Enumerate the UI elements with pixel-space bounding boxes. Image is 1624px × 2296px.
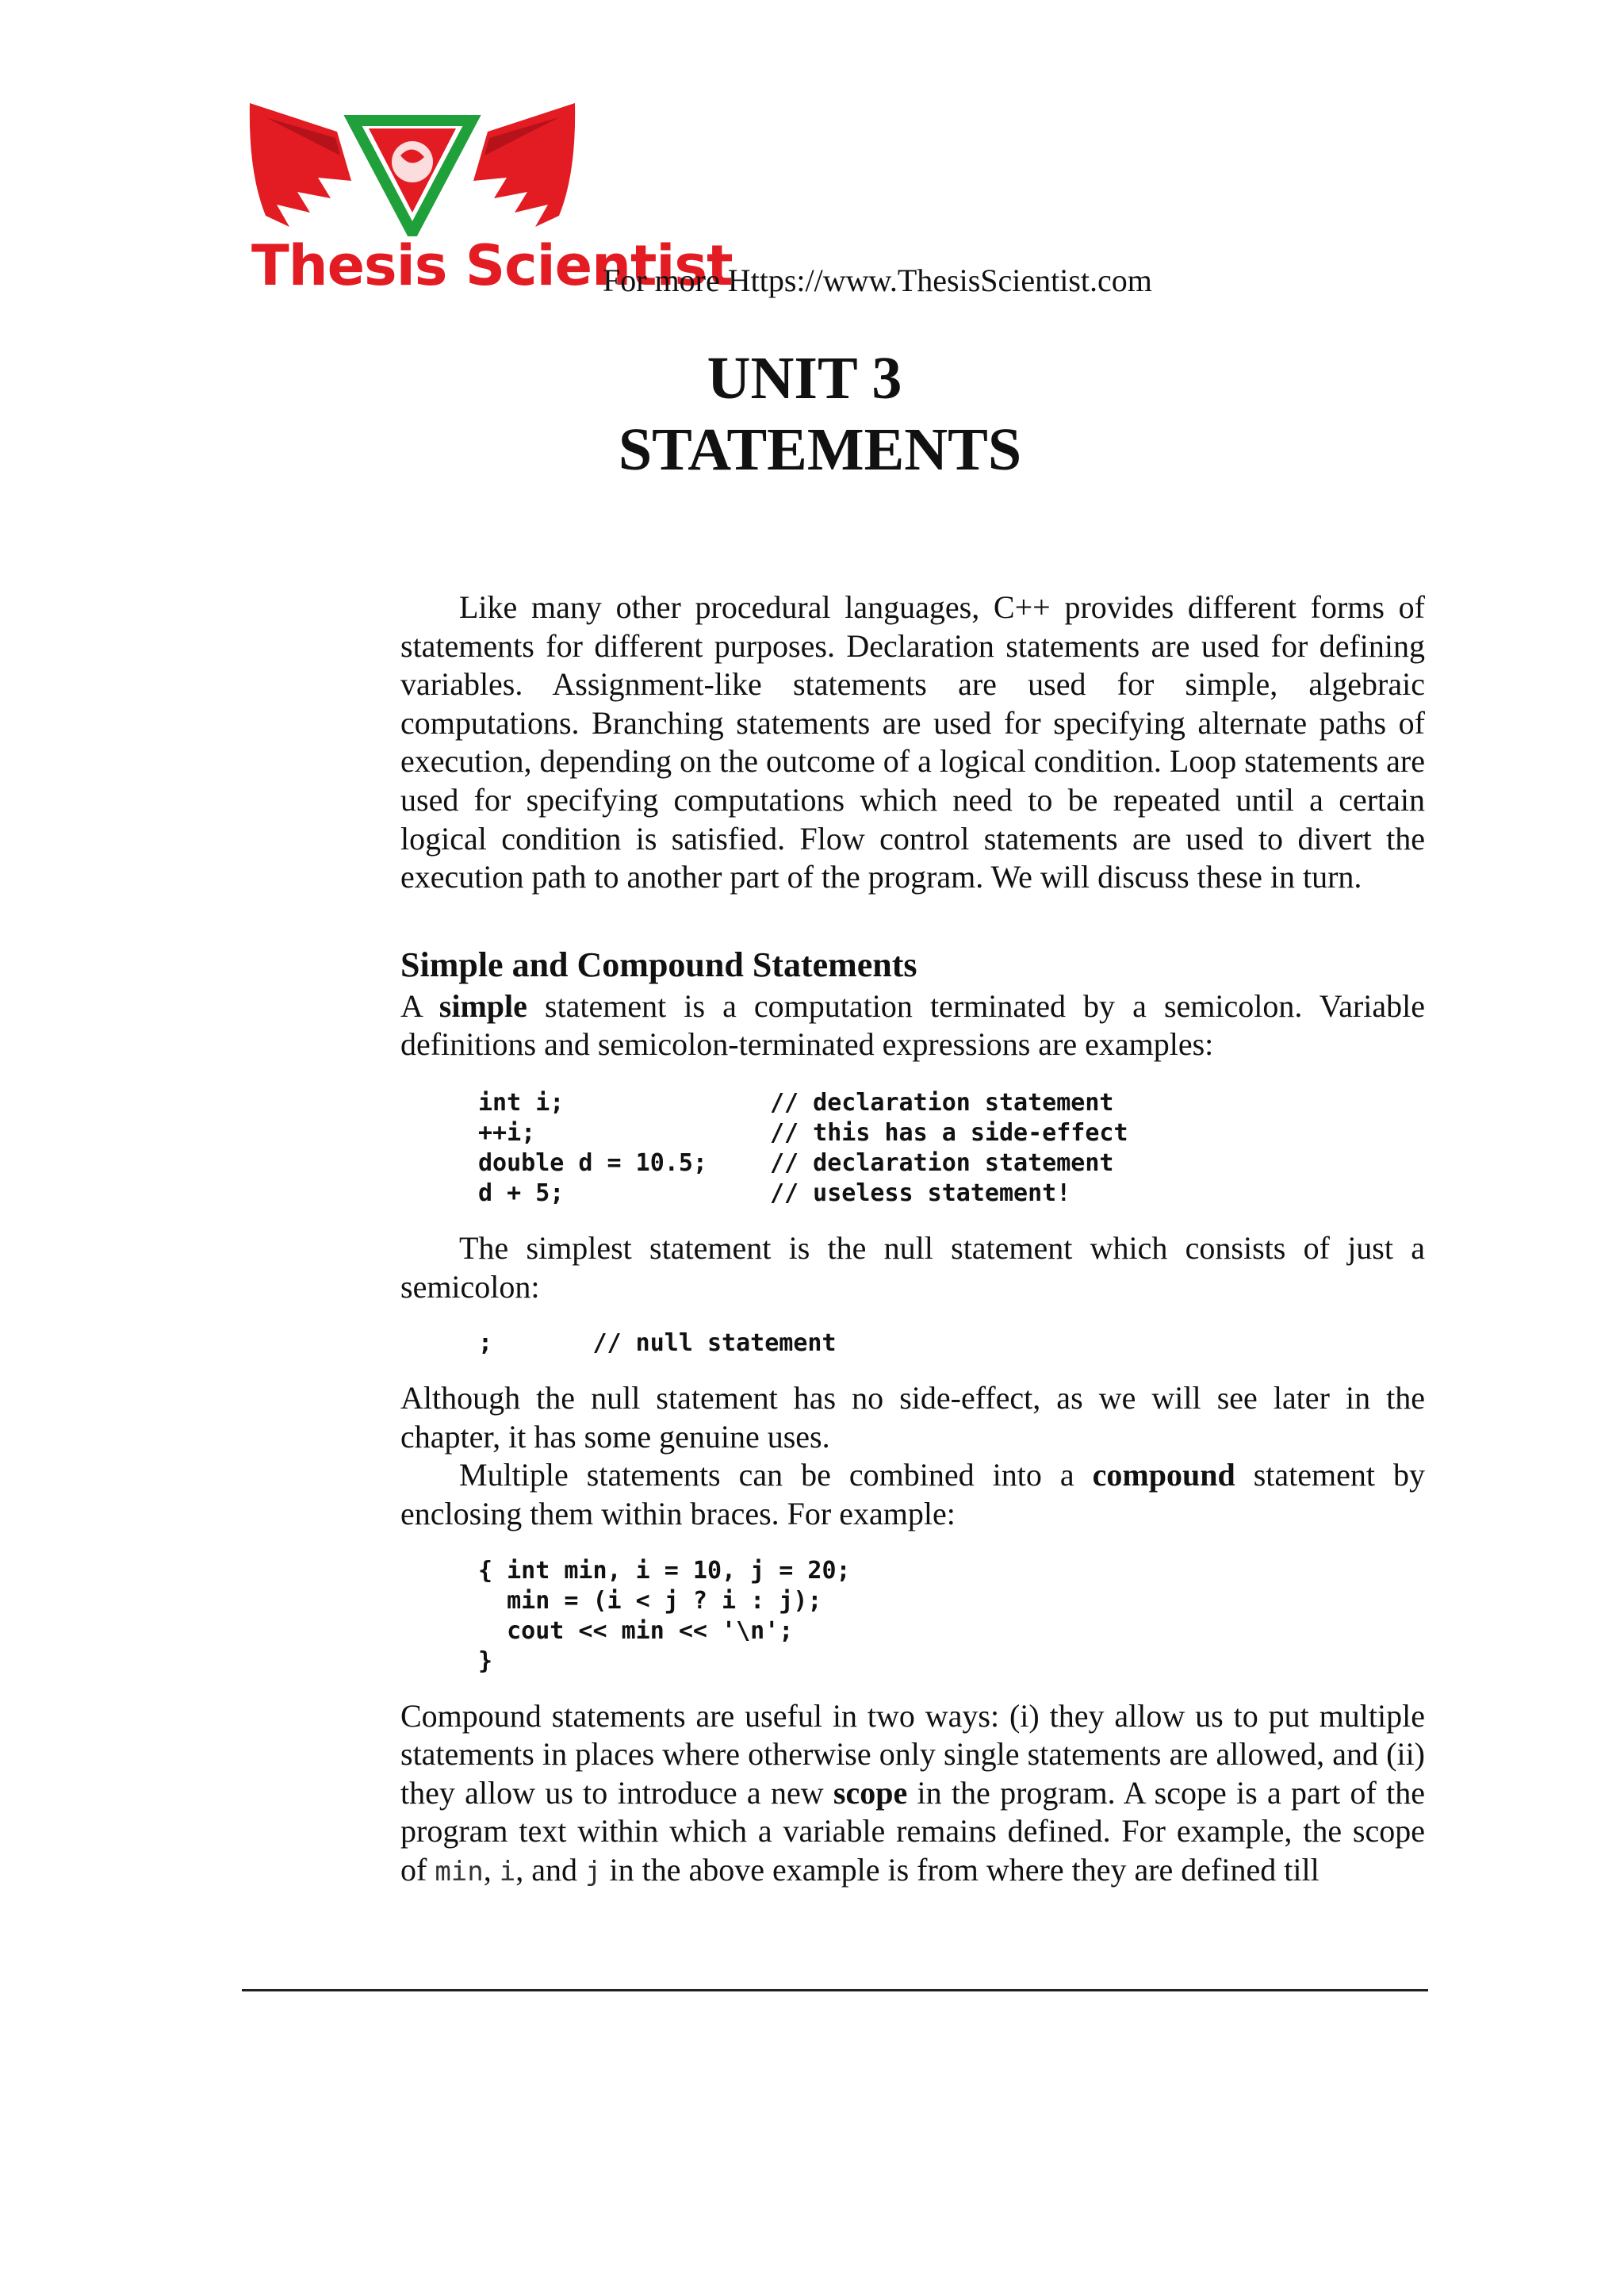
compound-paragraph bbox=[400, 1456, 1425, 1533]
unit-number: UNIT 3 bbox=[707, 345, 902, 412]
logo-text: Thesis Scientist bbox=[251, 233, 733, 298]
code-text: d + 5; bbox=[478, 1179, 565, 1207]
footer-divider bbox=[242, 1989, 1428, 1991]
code-text: ++i; bbox=[478, 1118, 536, 1147]
page-content bbox=[400, 588, 1425, 1891]
p1-text-a: A bbox=[400, 987, 439, 1024]
code-comment: // this has a side-effect bbox=[770, 1118, 1128, 1147]
simple-statement-paragraph bbox=[400, 987, 1425, 1064]
website-link[interactable]: For more Https://www.ThesisScientist.com bbox=[603, 263, 1152, 298]
winged-triangle-icon bbox=[242, 94, 583, 236]
code-example-compound: { int min, i = 10, j = 20; min = (i < j ? i : j); cout << min << '\n'; } bbox=[478, 1556, 851, 1675]
code-line bbox=[478, 1118, 1425, 1148]
p1-bold-simple: simple bbox=[439, 987, 527, 1024]
p5-text-d: , and bbox=[515, 1851, 585, 1888]
p4-text-b: statement by enclosing them within braces. For example: bbox=[400, 1457, 1425, 1531]
p5-text-e: in the above example is from where they are defined till bbox=[601, 1851, 1320, 1888]
p5-bold-scope: scope bbox=[833, 1774, 908, 1811]
p5-text-b: in the program. A scope is a part of the program text within which a variable remains defined. For example, the scope of bbox=[400, 1774, 1425, 1888]
thesis-scientist-logo bbox=[242, 94, 733, 304]
scope-paragraph bbox=[400, 1697, 1425, 1892]
unit-name: STATEMENTS bbox=[618, 416, 1022, 483]
code-text: double d = 10.5; bbox=[478, 1148, 707, 1177]
p1-text-b: statement is a computation terminated by a semicolon. Variable definitions and semicolon-terminated expressions are examples: bbox=[400, 987, 1425, 1063]
section-heading: Simple and Compound Statements bbox=[400, 945, 917, 984]
inline-code-j: j bbox=[585, 1855, 602, 1888]
unit-title bbox=[0, 343, 1624, 485]
code-comment: // declaration statement bbox=[770, 1088, 1114, 1117]
p5-text-a: Compound statements are useful in two ways: (i) they allow us to put multiple statements in places where otherwise only single statements are allowed, and (ii) they allow us to introduce a new bbox=[400, 1697, 1425, 1811]
intro-paragraph: Like many other procedural languages, C++ provides different forms of statements for different purposes. Declaration statements are used for defining variables. Assignment-like statements are used for simple, algebraic computations. Branching statements are used for specifying alternate paths of execution, depending on the outcome of a logical condition. Loop statements are used for specifying computations which need to be repeated until a certain logical condition is satisfied. Flow control statements are used to divert the execution path to another part of the program. We will discuss these in turn. bbox=[400, 589, 1425, 895]
code-line bbox=[478, 1148, 1425, 1179]
p4-bold-compound: compound bbox=[1092, 1457, 1235, 1493]
p5-text-c: , bbox=[483, 1851, 500, 1888]
code-text: int i; bbox=[478, 1088, 565, 1117]
code-example-simple bbox=[478, 1088, 1425, 1209]
code-line bbox=[478, 1088, 1425, 1118]
inline-code-min: min bbox=[435, 1855, 484, 1888]
code-comment: // declaration statement bbox=[770, 1148, 1114, 1177]
p4-text-a: Multiple statements can be combined into a bbox=[459, 1457, 1093, 1493]
code-line bbox=[478, 1179, 1425, 1209]
null-statement-paragraph: The simplest statement is the null statement which consists of just a semicolon: bbox=[400, 1229, 1425, 1305]
null-uses-paragraph: Although the null statement has no side-effect, as we will see later in the chapter, it has some genuine uses. bbox=[400, 1380, 1425, 1455]
code-comment: // useless statement! bbox=[770, 1179, 1071, 1207]
inline-code-i: i bbox=[499, 1855, 516, 1888]
code-example-null: ; // null statement bbox=[478, 1329, 837, 1358]
